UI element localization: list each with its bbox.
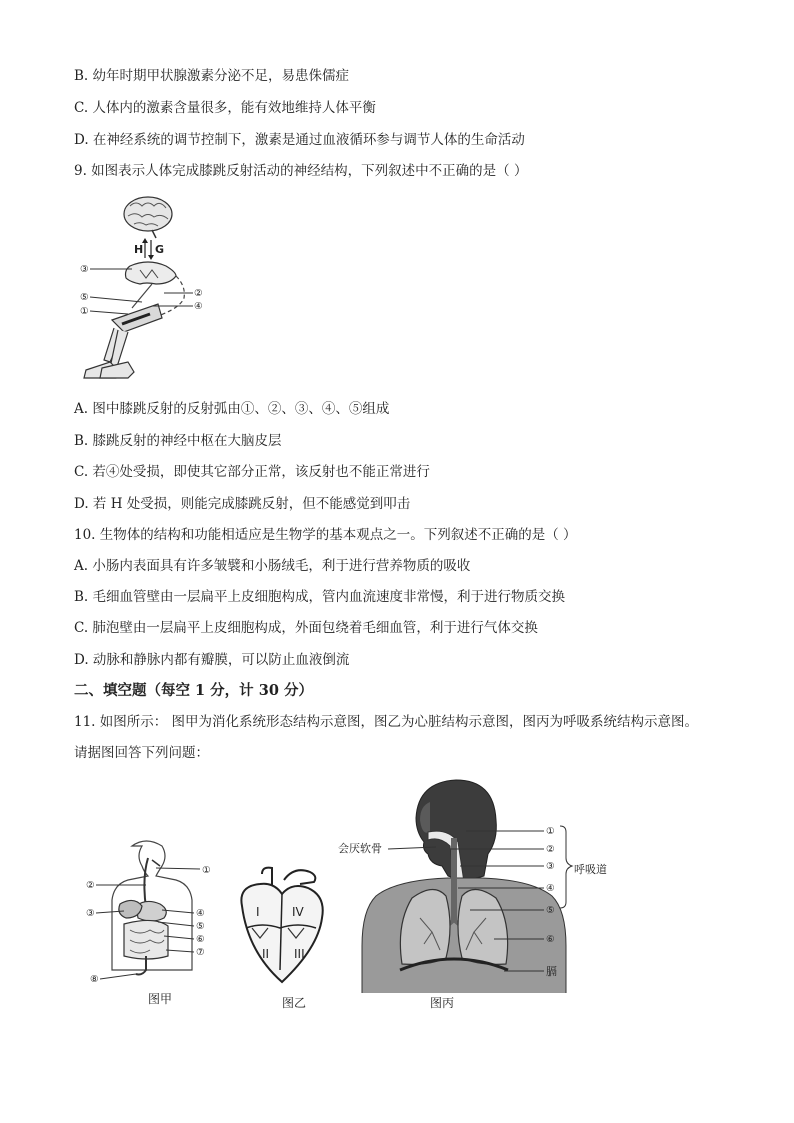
head-torso-illustration	[362, 780, 566, 993]
jia-label-1: ①	[202, 865, 211, 876]
q10-option-b: B. 毛细血管壁由一层扁平上皮细胞构成，管内血流速度非常慢，利于进行物质交换	[74, 589, 566, 605]
q8-option-d: D. 在神经系统的调节控制下，激素是通过血液循环参与调节人体的生命活动	[74, 132, 525, 148]
bing-label-5: ⑤	[546, 905, 555, 916]
fig-jia-caption: 图甲	[148, 992, 173, 1006]
q10-option-a: A. 小肠内表面具有许多皱襞和小肠绒毛，利于进行营养物质的吸收	[74, 558, 471, 574]
spinal-cord-illustration	[126, 262, 177, 284]
q8-option-c: C. 人体内的激素含量很多，能有效地维持人体平衡	[74, 100, 376, 116]
epiglottis-label: 会厌软骨	[338, 842, 382, 855]
q9-option-a: A. 图中膝跳反射的反射弧由①、②、③、④、⑤组成	[74, 401, 390, 417]
diaphragm-label: 膈	[546, 965, 557, 978]
jia-label-3: ③	[86, 908, 95, 919]
q9-option-d: D. 若 H 处受损，则能完成膝跳反射，但不能感觉到叩击	[74, 496, 411, 512]
respiratory-tract-label: 呼吸道	[574, 863, 607, 876]
fig-jia-digestive	[80, 836, 230, 986]
q9-option-c: C. 若④处受损，即使其它部分正常，该反射也不能正常进行	[74, 464, 430, 480]
bing-label-4: ④	[546, 883, 555, 894]
jia-label-7: ⑦	[196, 947, 205, 958]
bing-label-1: ①	[546, 826, 555, 837]
q11-stem-line1: 11. 如图所示： 图甲为消化系统形态结构示意图，图乙为心脏结构示意图，图丙为呼吸系统结构示意图。	[74, 714, 699, 730]
label-5: ⑤	[80, 292, 89, 303]
heart-illustration	[241, 868, 322, 982]
digestive-organs	[119, 900, 168, 974]
fig-bing-respiratory	[336, 778, 626, 993]
section-title: 二、填空题（每空 1 分，计 30 分）	[74, 682, 313, 699]
fig-yi-heart	[232, 866, 332, 991]
q9-stem: 9. 如图表示人体完成膝跳反射活动的神经结构，下列叙述中不正确的是（ ）	[74, 163, 528, 179]
label-3: ③	[80, 264, 89, 275]
q9-reflex-figure	[72, 192, 222, 382]
label-g: G	[155, 243, 165, 256]
chamber-2: II	[262, 947, 270, 961]
jia-label-2: ②	[86, 880, 95, 891]
jia-label-5: ⑤	[196, 921, 205, 932]
leg-illustration	[84, 304, 162, 378]
chamber-1: I	[256, 905, 260, 919]
label-h: H	[134, 243, 144, 256]
label-2: ②	[194, 288, 203, 299]
q9-option-b: B. 膝跳反射的神经中枢在大脑皮层	[74, 433, 282, 449]
q10-option-c: C. 肺泡壁由一层扁平上皮细胞构成，外面包绕着毛细血管，利于进行气体交换	[74, 620, 538, 636]
q8-option-b: B. 幼年时期甲状腺激素分泌不足，易患侏儒症	[74, 68, 350, 84]
q10-option-d: D. 动脉和静脉内都有瓣膜，可以防止血液倒流	[74, 652, 350, 668]
q11-stem-line2: 请据图回答下列问题：	[74, 745, 209, 761]
brain-illustration	[124, 197, 172, 238]
jia-label-6: ⑥	[196, 934, 205, 945]
q10-stem: 10. 生物体的结构和功能相适应是生物学的基本观点之一。下列叙述不正确的是（ ）	[74, 527, 577, 543]
chamber-4: IV	[292, 905, 304, 919]
bing-label-6: ⑥	[546, 934, 555, 945]
label-4: ④	[194, 301, 203, 312]
fig-yi-caption: 图乙	[282, 996, 307, 1010]
label-1: ①	[80, 306, 89, 317]
chamber-3: III	[294, 947, 305, 961]
bing-label-2: ②	[546, 844, 555, 855]
fig-bing-caption: 图丙	[430, 996, 455, 1010]
jia-label-8: ⑧	[90, 974, 99, 985]
jia-label-4: ④	[196, 908, 205, 919]
bing-label-3: ③	[546, 861, 555, 872]
